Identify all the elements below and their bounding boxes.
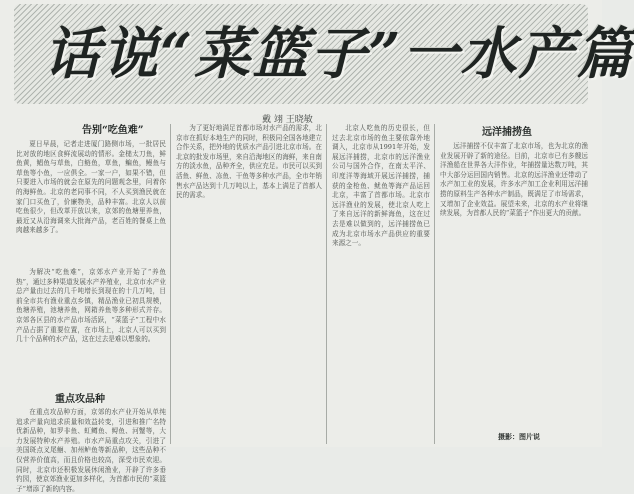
body-column-6: 远洋捕捞不仅丰富了北京市场，也为北京的渔业发展开辟了新的途径。目前，北京市已有多艘远洋渔船在世界各大洋作业，年捕捞量达数万吨，其中大部分运回国内销售。北京的远洋渔业还带动了水产加工业的发展，许多水产加工企业利用远洋捕捞的原料生产各种水产制品，既满足了市场需求，又增加了企业效益。展望未来，北京的水产业将继续发展，为首都人民的“菜篮子”作出更大的贡献。 xyxy=(440,142,588,218)
photo-credit: 摄影：图片说 xyxy=(498,432,540,441)
body-column-4: 为了更好地满足首都市场对水产品的需求，北京市在抓好本地生产的同时，积极同全国各地建立合作关系，把外地的优质水产品引进北京市场。在北京的批发市场里，来自沿海地区的海鲜，来自南方的淡水鱼，品种齐全，供应充足。市民可以买到活鱼、鲜鱼、冻鱼、干鱼等多种水产品，全市年销售水产品达到十几万吨以上，基本上满足了首都人民的需求。 xyxy=(176,124,322,200)
column-rule-3 xyxy=(434,124,435,444)
section-heading-1: 告别“吃鱼难” xyxy=(82,125,144,136)
byline: 戴 翊 王晓敏 xyxy=(262,115,313,125)
body-column-2: 为解决“吃鱼难”，京郊水产业开始了“养鱼热”，通过多种渠道发展水产养殖业，北京市水产业总产量由过去的几千吨增长到现在的十几万吨，目前全市共有渔业重点乡镇，精品渔业已初具规模，鱼塘养殖，池塘养鱼，网箱养鱼等多种形式并存。京郊各区县的水产品市场活跃，“菜篮子”工程中水产品占据了重要位置，在市场上，北京人可以买到几十个品种的水产品，这在过去是难以想象的。 xyxy=(16,268,166,344)
column-rule-1 xyxy=(170,124,171,444)
body-column-5: 北京人吃鱼的历史很长，但过去北京市场的鱼主要依靠外地调入，北京市从1991年开始，发展远洋捕捞，北京市的远洋渔业公司与国外合作，在南太平洋、印度洋等海域开展远洋捕捞，捕获的金枪鱼、鱿鱼等海产品运回北京，丰富了首都市场。北京市远洋渔业的发展，使北京人吃上了来自远洋的新鲜海鱼，这在过去是难以做到的，远洋捕捞鱼已成为北京市场水产品供应的重要来源之一。 xyxy=(332,124,430,248)
column-rule-2 xyxy=(326,124,327,444)
section-heading-2: 重点攻品种 xyxy=(55,394,105,405)
headline-banner xyxy=(14,4,634,104)
body-column-1: 夏日早晨，记者走进厦门路侧市场，一批居民比对放的地区食鲜流展动的情形。金槌太刀鱼，鲜鱼黄，鲳鱼与草鱼，白鲢鱼，草鱼，鳊鱼，鳗鱼与草鱼等小鱼，一应俱全。一家一户，如果不错，但只要进入市场的就会在原先的问题观念里，问着你的海鲜鱼。北京的老同事不同，不人买到渔民就在家门口买鱼了，价廉物美，品种丰富。北京人以前吃鱼很少，但改革开放以来，京郊的鱼塘里养鱼，最近又从沿海调来大批海产品，老百姓的餐桌上鱼肉越来越多了。 xyxy=(16,140,166,235)
body-column-3: 在重点攻品种方面，京郊的水产业开始从单纯追求产量向追求质量和效益转变，引进和推广名特优新品种，如罗非鱼、虹鳟鱼、鲟鱼、河蟹等，大力发展特种水产养殖。市水产局重点攻关，引进了美国斑点叉尾鮰、加州鲈鱼等新品种，这些品种不仅营养价值高，而且价格也较高，深受市民欢迎。同时，北京市还积极发展休闲渔业，开辟了许多垂钓园，使京郊渔业更加多样化，为首都市民的“菜篮子”增添了新的内容。 xyxy=(16,408,166,493)
headline: 话说“菜篮子”一水产篇 xyxy=(44,21,634,87)
section-heading-3: 远洋捕捞鱼 xyxy=(482,127,532,138)
